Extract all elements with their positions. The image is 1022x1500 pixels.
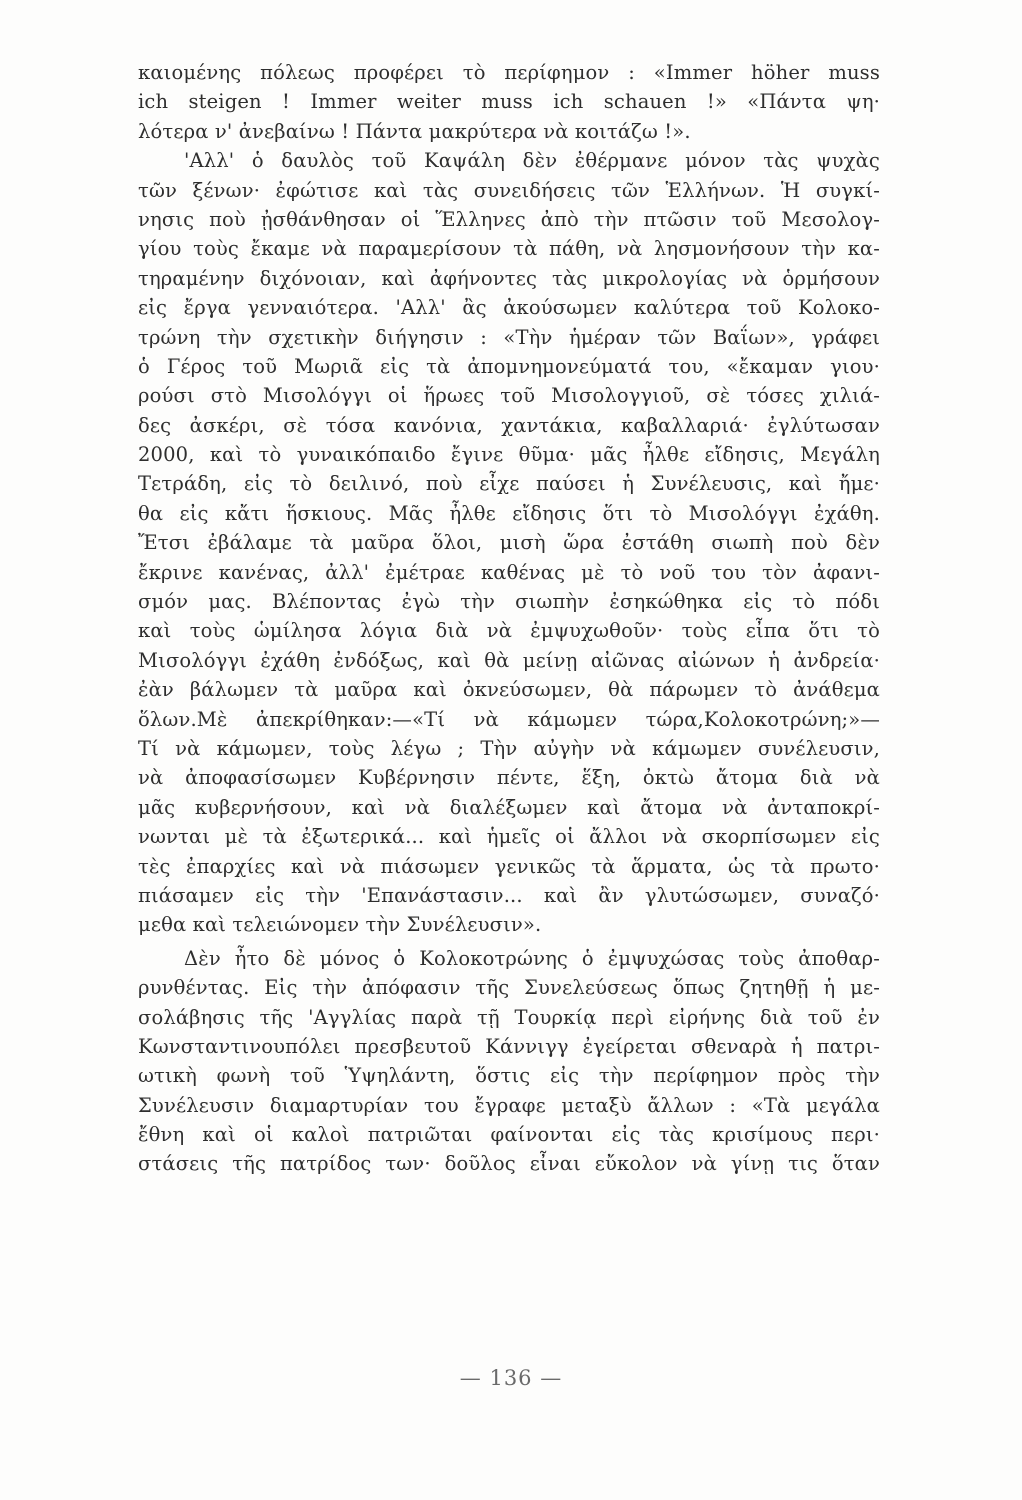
text-line: Τί νὰ κάμωμεν, τοὺς λέγω ; Τὴν αὐγὴν νὰ κάμωμεν συνέλευσιν, [138,736,880,760]
text-line: Κωνσταντινουπόλει πρεσβευτοῦ Κάννιγγ ἐγείρεται σθεναρὰ ἡ πατρι- [138,1034,880,1058]
text-line: τρώνη τὴν σχετικὴν διήγησιν : «Τὴν ἡμέραν τῶν Βαΐων», γράφει [138,325,880,349]
text-line: δες ἀσκέρι, σὲ τόσα κανόνια, χαντάκια, καβαλλαριά· ἐγλύτωσαν [138,413,880,437]
text-line: Μισολόγγι ἐχάθη ἐνδόξως, καὶ θὰ μείνῃ αἰῶνας αἰώνων ἡ ἀνδρεία· [138,648,880,672]
text-line: καιομένης πόλεως προφέρει τὸ περίφημον : «Immer höher muss [138,61,880,84]
text-line: εἰς ἔργα γενναιότερα. 'Αλλ' ἂς ἀκούσωμεν καλύτερα τοῦ Κολοκο- [138,296,880,320]
text-line: μεθα καὶ τελειώνομεν τὴν Συνέλευσιν». [138,913,542,937]
text-line: καὶ τοὺς ὡμίλησα λόγια διὰ νὰ ἐμψυχωθοῦν· τοὺς εἶπα ὅτι τὸ [138,619,880,643]
text-line: ὅλων.Μὲ ἀπεκρίθηκαν:—«Τί νὰ κάμωμεν τώρα,Κολοκοτρώνη;»— [138,707,880,731]
text-line: ἔκρινε κανένας, ἀλλ' ἐμέτραε καθένας μὲ τὸ νοῦ του τὸν ἀφανι- [138,560,880,584]
text-line: μᾶς κυβερνήσουν, καὶ νὰ διαλέξωμεν καὶ ἄτομα νὰ ἀνταποκρί- [138,795,880,819]
text-line: ἐὰν βάλωμεν τὰ μαῦρα καὶ ὀκνεύσωμεν, θὰ πάρωμεν τὸ ἀνάθεμα [138,678,880,702]
text-line: σμόν μας. Βλέποντας ἐγὼ τὴν σιωπὴν ἐσηκώθηκα εἰς τὸ πόδι [138,590,880,614]
text-line: τῶν ξένων· ἐφώτισε καὶ τὰς συνειδήσεις τῶν Ἑλλήνων. Ἡ συγκί- [138,178,880,202]
text-line: νωνται μὲ τὰ ἐξωτερικά... καὶ ἡμεῖς οἱ ἄλλοι νὰ σκορπίσωμεν εἰς [138,825,880,849]
text-line: θα εἰς κἄτι ἥσκιους. Μᾶς ἦλθε εἴδησις ὅτι τὸ Μισολόγγι ἐχάθη. [138,501,880,525]
text-line: ὁ Γέρος τοῦ Μωριᾶ εἰς τὰ ἀπομνημονεύματά του, «ἔκαμαν γιου· [138,354,880,378]
text-line: ρούσι στὸ Μισολόγγι οἱ ἥρωες τοῦ Μισολογγιοῦ, σὲ τόσες χιλιά- [138,384,880,408]
text-line: στάσεις τῆς πατρίδος των· δοῦλος εἶναι εὔκολον νὰ γίνῃ τις ὅταν [138,1152,880,1176]
text-line: Ἔτσι ἐβάλαμε τὰ μαῦρα ὅλοι, μισὴ ὥρα ἐστάθη σιωπὴ ποὺ δὲν [138,531,880,555]
text-line: λότερα ν' ἀνεβαίνω ! Πάντα μακρύτερα νὰ κοιτάζω !». [138,119,691,143]
text-line: 2000, καὶ τὸ γυναικόπαιδο ἔγινε θῦμα· μᾶς ἦλθε εἴδησις, Μεγάλη [138,443,880,467]
text-line: σολάβησις τῆς 'Αγγλίας παρὰ τῇ Τουρκίᾳ περὶ εἰρήνης διὰ τοῦ ἐν [138,1005,880,1029]
text-line: ich steigen ! Immer weiter muss ich schauen !» «Πάντα ψη· [138,90,880,114]
paragraph-start-line: Δὲν ἦτο δὲ μόνος ὁ Κολοκοτρώνης ὁ ἐμψυχώσας τοὺς ἀποθαρ- [184,946,880,970]
text-line: τὲς ἐπαρχίες καὶ νὰ πιάσωμεν γενικῶς τὰ ἅρματα, ὡς τὰ πρωτο· [138,854,880,878]
text-line: ἔθνη καὶ οἱ καλοὶ πατριῶται φαίνονται εἰς τὰς κρισίμους περι· [138,1123,880,1147]
text-line: νησις ποὺ ᾐσθάνθησαν οἱ Ἕλληνες ἀπὸ τὴν πτῶσιν τοῦ Μεσολογ- [138,207,880,231]
text-line: Τετράδη, εἰς τὸ δειλινό, ποὺ εἶχε παύσει ἡ Συνέλευσις, καὶ ἤμε· [138,472,880,496]
text-line: γίου τοὺς ἔκαμε νὰ παραμερίσουν τὰ πάθη, νὰ λησμονήσουν τὴν κα- [138,237,880,261]
page-number: — 136 — [459,1366,563,1390]
paragraph-start-line: 'Αλλ' ὁ δαυλὸς τοῦ Καψάλη δὲν ἐθέρμανε μόνον τὰς ψυχὰς [184,149,880,173]
text-line: ρυνθέντας. Εἰς τὴν ἀπόφασιν τῆς Συνελεύσεως ὅπως ζητηθῇ ἡ με- [138,976,880,1000]
body-text [138,58,880,1179]
text-line: τηραμένην διχόνοιαν, καὶ ἀφήνοντες τὰς μικρολογίας νὰ ὁρμήσουν [138,266,880,290]
text-line: νὰ ἀποφασίσωμεν Κυβέρνησιν πέντε, ἕξη, ὀκτὼ ἄτομα διὰ νὰ [138,766,880,790]
text-line: Συνέλευσιν διαμαρτυρίαν του ἔγραφε μεταξὺ ἄλλων : «Τὰ μεγάλα [138,1093,880,1117]
text-line: πιάσαμεν εἰς τὴν 'Επανάστασιν... καὶ ἂν γλυτώσωμεν, συναζό· [138,883,880,907]
text-line: ωτικὴ φωνὴ τοῦ Ὑψηλάντη, ὅστις εἰς τὴν περίφημον πρὸς τὴν [138,1064,880,1088]
